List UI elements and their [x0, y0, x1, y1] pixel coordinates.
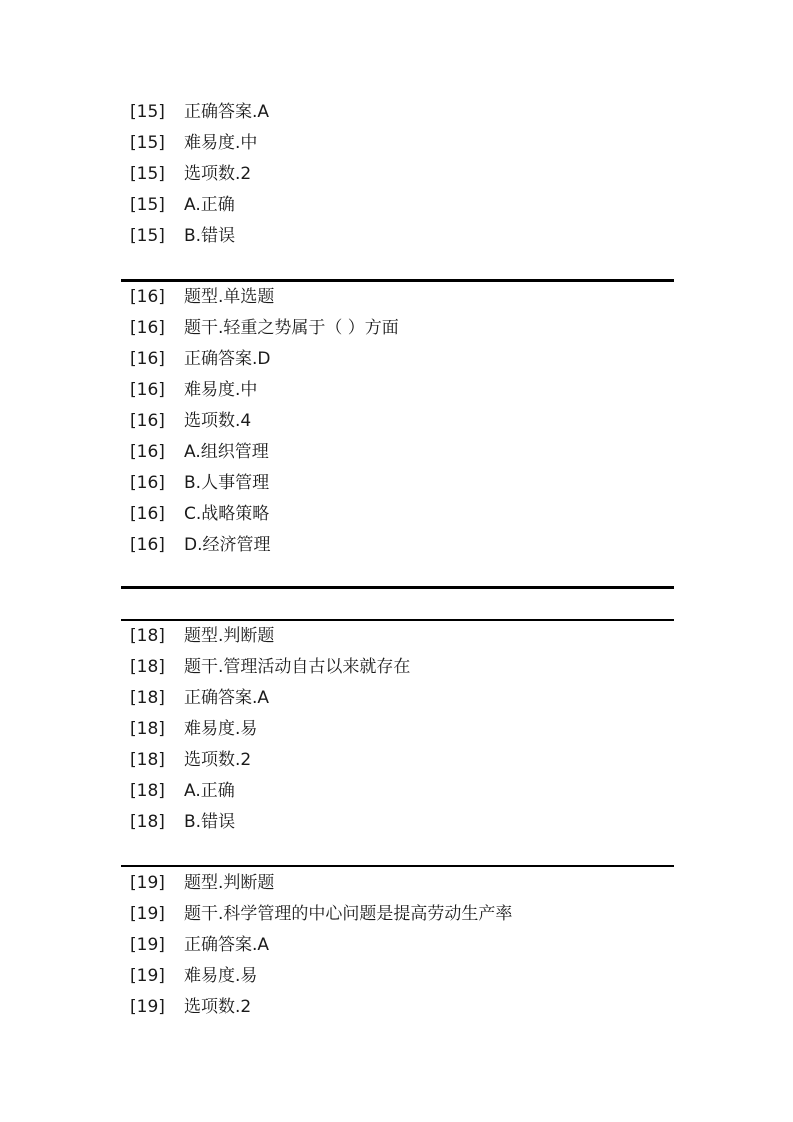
question-field: A.组织管理 — [184, 442, 269, 462]
question-line — [121, 807, 674, 838]
question-field: 题型.判断题 — [184, 626, 275, 646]
question-line — [121, 499, 674, 530]
question-field: C.战略策略 — [184, 504, 270, 524]
question-field: 难易度.易 — [184, 719, 258, 739]
question-number: [16] — [130, 504, 165, 524]
question-line — [121, 97, 674, 128]
question-block-18 — [121, 621, 674, 838]
question-line — [121, 776, 674, 807]
question-line — [121, 344, 674, 375]
question-number: [19] — [130, 904, 165, 924]
question-line — [121, 468, 674, 499]
question-number: [15] — [130, 102, 165, 122]
question-line — [121, 406, 674, 437]
question-number: [18] — [130, 781, 165, 801]
question-line — [121, 683, 674, 714]
question-line — [121, 930, 674, 961]
question-number: [19] — [130, 935, 165, 955]
question-field: 题型.单选题 — [184, 287, 275, 307]
question-field: A.正确 — [184, 195, 235, 215]
question-line — [121, 868, 674, 899]
question-field: 选项数.2 — [184, 164, 252, 184]
question-number: [16] — [130, 442, 165, 462]
question-number: [18] — [130, 812, 165, 832]
question-field: 题干.科学管理的中心问题是提高劳动生产率 — [184, 904, 513, 924]
question-field: 正确答案.A — [184, 102, 270, 122]
question-line — [121, 652, 674, 683]
question-line — [121, 992, 674, 1023]
question-number: [18] — [130, 750, 165, 770]
question-line — [121, 159, 674, 190]
question-field: 选项数.2 — [184, 997, 252, 1017]
question-number: [16] — [130, 411, 165, 431]
question-number: [16] — [130, 535, 165, 555]
question-line — [121, 621, 674, 652]
question-block-15 — [121, 97, 674, 252]
question-line — [121, 282, 674, 313]
question-number: [15] — [130, 195, 165, 215]
question-number: [18] — [130, 719, 165, 739]
question-field: 难易度.中 — [184, 380, 258, 400]
question-field: 选项数.2 — [184, 750, 252, 770]
question-line — [121, 899, 674, 930]
question-number: [15] — [130, 133, 165, 153]
question-line — [121, 221, 674, 252]
question-number: [15] — [130, 164, 165, 184]
question-number: [16] — [130, 287, 165, 307]
question-line — [121, 745, 674, 776]
question-number: [15] — [130, 226, 165, 246]
question-number: [16] — [130, 318, 165, 338]
question-number: [16] — [130, 473, 165, 493]
question-line — [121, 714, 674, 745]
question-number: [18] — [130, 626, 165, 646]
question-number: [19] — [130, 966, 165, 986]
question-block-19 — [121, 868, 674, 1023]
question-field: 题干.管理活动自古以来就存在 — [184, 657, 411, 677]
question-number: [19] — [130, 873, 165, 893]
question-block-16 — [121, 282, 674, 561]
question-line — [121, 128, 674, 159]
question-number: [18] — [130, 657, 165, 677]
question-field: D.经济管理 — [184, 535, 271, 555]
question-field: 难易度.中 — [184, 133, 258, 153]
question-field: B.错误 — [184, 812, 236, 832]
question-field: 难易度.易 — [184, 966, 258, 986]
question-number: [16] — [130, 380, 165, 400]
question-field: 正确答案.A — [184, 935, 270, 955]
question-field: 正确答案.A — [184, 688, 270, 708]
question-line — [121, 313, 674, 344]
question-number: [18] — [130, 688, 165, 708]
question-number: [19] — [130, 997, 165, 1017]
question-field: A.正确 — [184, 781, 235, 801]
question-field: 题干.轻重之势属于（ ）方面 — [184, 318, 399, 338]
question-field: 选项数.4 — [184, 411, 252, 431]
question-line — [121, 437, 674, 468]
question-number: [16] — [130, 349, 165, 369]
question-field: 题型.判断题 — [184, 873, 275, 893]
section-divider — [121, 586, 674, 589]
question-line — [121, 190, 674, 221]
question-line — [121, 530, 674, 561]
question-field: 正确答案.D — [184, 349, 271, 369]
question-line — [121, 375, 674, 406]
question-field: B.人事管理 — [184, 473, 270, 493]
question-field: B.错误 — [184, 226, 236, 246]
question-line — [121, 961, 674, 992]
section-divider — [121, 865, 674, 867]
